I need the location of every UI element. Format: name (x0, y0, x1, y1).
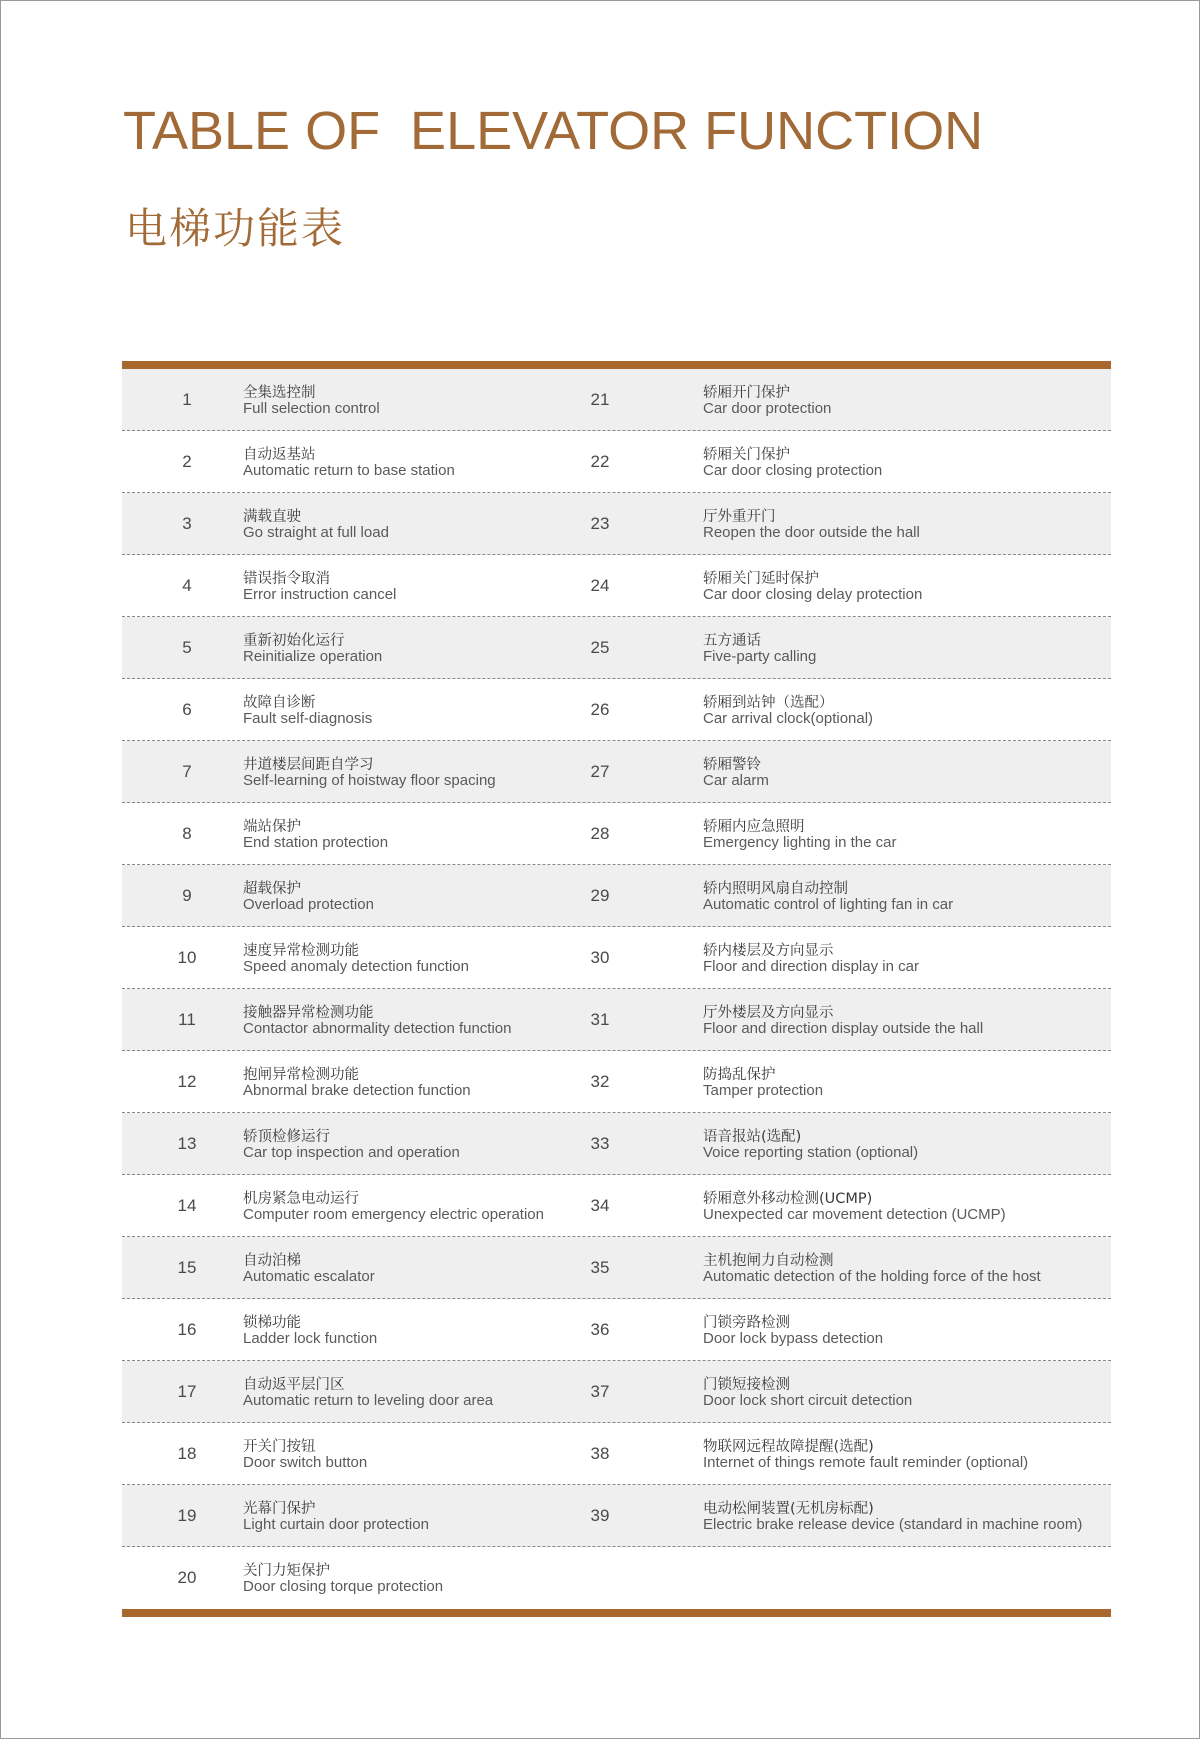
function-item-right (580, 369, 1111, 431)
item-name-cn: 自动泊梯 (243, 1253, 301, 1269)
item-name-en: Overload protection (243, 896, 374, 913)
table-row (122, 431, 1111, 493)
table-top-rule (122, 361, 1111, 369)
item-name-en: Internet of things remote fault reminder (optional) (703, 1454, 1029, 1471)
table-row (122, 865, 1111, 927)
item-number: 36 (590, 1320, 610, 1339)
item-name-en: Ladder lock function (243, 1330, 378, 1347)
function-item-left (122, 1299, 580, 1361)
function-item-left (122, 493, 580, 555)
item-name-en: Tamper protection (703, 1082, 824, 1099)
table-row (122, 1547, 1111, 1609)
item-number: 26 (590, 700, 610, 719)
function-item-right (580, 803, 1111, 865)
item-name-cn: 主机抱闸力自动检测 (703, 1253, 834, 1269)
item-number: 2 (182, 452, 192, 471)
item-name-en: Automatic detection of the holding force of the host (703, 1268, 1041, 1285)
item-name-cn: 自动返平层门区 (243, 1377, 345, 1393)
item-name-cn: 接触器异常检测功能 (243, 1005, 374, 1021)
item-number: 19 (177, 1506, 197, 1525)
item-name-en: Car top inspection and operation (243, 1144, 460, 1161)
item-number: 6 (182, 700, 192, 719)
function-item-left (122, 1485, 580, 1547)
item-name-en: Contactor abnormality detection function (243, 1020, 512, 1037)
item-number: 5 (182, 638, 192, 657)
item-number: 12 (177, 1072, 197, 1091)
item-number: 38 (590, 1444, 610, 1463)
item-number: 24 (590, 576, 610, 595)
function-item-left (122, 369, 580, 431)
function-item-left (122, 1423, 580, 1485)
item-name-en: Error instruction cancel (243, 586, 397, 603)
table-row (122, 1175, 1111, 1237)
item-name-en: Self-learning of hoistway floor spacing (243, 772, 496, 789)
item-number: 25 (590, 638, 610, 657)
table-row (122, 989, 1111, 1051)
item-number: 16 (177, 1320, 197, 1339)
function-item-left (122, 927, 580, 989)
item-number: 31 (590, 1010, 610, 1029)
item-name-cn: 重新初始化运行 (243, 633, 345, 649)
table-row (122, 1237, 1111, 1299)
item-name-en: Automatic return to leveling door area (243, 1392, 494, 1409)
item-name-en: Full selection control (243, 400, 380, 417)
item-number: 32 (590, 1072, 610, 1091)
item-name-en: Electric brake release device (standard in machine room) (703, 1516, 1083, 1533)
function-item-left (122, 803, 580, 865)
function-item-right (580, 741, 1111, 803)
function-item-left (122, 741, 580, 803)
item-name-en: Floor and direction display in car (703, 958, 919, 975)
item-name-cn: 全集选控制 (243, 385, 316, 401)
function-item-right (580, 493, 1111, 555)
item-name-cn: 轿厢内应急照明 (703, 819, 805, 835)
function-table (122, 361, 1111, 1617)
item-name-cn: 开关门按钮 (243, 1439, 316, 1455)
item-number: 29 (590, 886, 610, 905)
function-item-left (122, 431, 580, 493)
item-name-cn: 电动松闸装置(无机房标配) (703, 1501, 874, 1517)
item-number: 30 (590, 948, 610, 967)
table-row (122, 803, 1111, 865)
item-number: 13 (177, 1134, 197, 1153)
item-number: 28 (590, 824, 610, 843)
item-name-en: Car door closing delay protection (703, 586, 923, 603)
item-name-cn: 井道楼层间距自学习 (243, 757, 374, 773)
table-row (122, 1423, 1111, 1485)
item-name-cn: 门锁短接检测 (703, 1377, 790, 1393)
item-number: 7 (182, 762, 192, 781)
item-name-cn: 光幕门保护 (243, 1501, 316, 1517)
table-row (122, 617, 1111, 679)
item-number: 39 (590, 1506, 610, 1525)
item-name-cn: 语音报站(选配) (703, 1129, 802, 1145)
function-item-left (122, 1361, 580, 1423)
item-name-cn: 防捣乱保护 (703, 1067, 776, 1083)
function-item-right (580, 1051, 1111, 1113)
table-body (122, 369, 1111, 1609)
function-item-left (122, 1547, 580, 1609)
item-number: 33 (590, 1134, 610, 1153)
item-name-cn: 轿内照明风扇自动控制 (703, 881, 848, 897)
item-name-en: Voice reporting station (optional) (703, 1144, 919, 1161)
item-name-en: Automatic escalator (243, 1268, 375, 1285)
item-name-en: Door closing torque protection (243, 1578, 444, 1595)
item-name-cn: 厅外楼层及方向显示 (703, 1005, 834, 1021)
item-name-cn: 故障自诊断 (243, 695, 316, 711)
item-name-cn: 轿厢关门延时保护 (703, 571, 819, 587)
function-item-right (580, 1361, 1111, 1423)
function-item-left (122, 617, 580, 679)
item-name-cn: 速度异常检测功能 (243, 943, 359, 959)
item-name-en: Five-party calling (703, 648, 817, 665)
table-row (122, 1485, 1111, 1547)
function-item-right (580, 927, 1111, 989)
table-row (122, 1113, 1111, 1175)
function-item-left (122, 555, 580, 617)
table-row (122, 927, 1111, 989)
item-name-cn: 轿内楼层及方向显示 (703, 943, 834, 959)
table-row (122, 741, 1111, 803)
function-item-right (580, 555, 1111, 617)
item-number: 20 (177, 1568, 197, 1587)
item-number: 23 (590, 514, 610, 533)
function-item-right (580, 1485, 1111, 1547)
item-name-en: Unexpected car movement detection (UCMP) (703, 1206, 1006, 1223)
function-item-right (580, 1113, 1111, 1175)
item-number: 22 (590, 452, 610, 471)
item-name-cn: 轿顶检修运行 (243, 1129, 330, 1145)
item-name-cn: 锁梯功能 (243, 1315, 301, 1331)
item-name-en: Light curtain door protection (243, 1516, 429, 1533)
item-name-en: Car door protection (703, 400, 832, 417)
item-name-cn: 轿厢警铃 (703, 757, 761, 773)
item-name-cn: 满载直驶 (243, 509, 301, 525)
item-name-en: Go straight at full load (243, 524, 389, 541)
item-name-en: Automatic control of lighting fan in car (703, 896, 954, 913)
function-item-left (122, 1175, 580, 1237)
item-number: 15 (177, 1258, 197, 1277)
item-number: 4 (182, 576, 192, 595)
item-number: 8 (182, 824, 192, 843)
function-item-right (580, 431, 1111, 493)
item-number: 35 (590, 1258, 610, 1277)
item-name-cn: 超载保护 (243, 881, 301, 897)
item-name-cn: 端站保护 (243, 819, 301, 835)
item-name-cn: 轿厢关门保护 (703, 447, 790, 463)
item-name-en: Door lock bypass detection (703, 1330, 884, 1347)
function-item-left (122, 865, 580, 927)
item-name-en: Automatic return to base station (243, 462, 455, 479)
item-number: 14 (177, 1196, 197, 1215)
item-name-en: Car arrival clock(optional) (703, 710, 874, 727)
function-item-right (580, 865, 1111, 927)
item-name-en: Reopen the door outside the hall (703, 524, 920, 541)
page-subtitle: 电梯功能表 (125, 204, 346, 253)
item-number: 27 (590, 762, 610, 781)
item-name-en: Door switch button (243, 1454, 368, 1471)
item-number: 18 (177, 1444, 197, 1463)
item-name-cn: 五方通话 (703, 633, 761, 649)
table-row (122, 555, 1111, 617)
item-name-en: Emergency lighting in the car (703, 834, 897, 851)
item-name-cn: 门锁旁路检测 (703, 1315, 790, 1331)
item-name-cn: 轿厢开门保护 (703, 385, 790, 401)
item-number: 10 (177, 948, 197, 967)
item-name-en: Door lock short circuit detection (703, 1392, 913, 1409)
function-item-right (580, 1175, 1111, 1237)
item-name-cn: 自动返基站 (243, 447, 316, 463)
function-item-right (580, 989, 1111, 1051)
table-row (122, 1299, 1111, 1361)
table-row (122, 369, 1111, 431)
function-item-right (580, 1547, 1111, 1609)
item-name-cn: 机房紧急电动运行 (243, 1191, 359, 1207)
table-row (122, 679, 1111, 741)
item-name-cn: 关门力矩保护 (243, 1563, 330, 1579)
item-name-cn: 错误指令取消 (243, 571, 330, 587)
item-name-en: Car alarm (703, 772, 769, 789)
item-number: 3 (182, 514, 192, 533)
item-number: 9 (182, 886, 192, 905)
item-number: 17 (177, 1382, 197, 1401)
function-item-right (580, 1237, 1111, 1299)
function-item-left (122, 1237, 580, 1299)
item-number: 11 (178, 1010, 196, 1029)
function-item-right (580, 617, 1111, 679)
item-name-en: Fault self-diagnosis (243, 710, 373, 727)
item-name-en: Abnormal brake detection function (243, 1082, 471, 1099)
item-name-en: Speed anomaly detection function (243, 958, 469, 975)
function-item-right (580, 1423, 1111, 1485)
item-name-en: End station protection (243, 834, 389, 851)
page-title: TABLE OF ELEVATOR FUNCTION (123, 101, 984, 161)
table-row (122, 1361, 1111, 1423)
table-row (122, 493, 1111, 555)
item-name-cn: 物联网远程故障提醒(选配) (703, 1439, 874, 1455)
item-number: 21 (590, 390, 610, 409)
item-name-cn: 轿厢到站钟（选配） (703, 695, 834, 711)
table-row (122, 1051, 1111, 1113)
function-item-left (122, 989, 580, 1051)
item-name-en: Reinitialize operation (243, 648, 383, 665)
function-item-left (122, 679, 580, 741)
table-bottom-rule (122, 1609, 1111, 1617)
item-name-en: Car door closing protection (703, 462, 883, 479)
item-name-cn: 厅外重开门 (703, 509, 776, 525)
function-item-left (122, 1113, 580, 1175)
item-name-en: Floor and direction display outside the hall (703, 1020, 984, 1037)
item-name-cn: 抱闸异常检测功能 (243, 1067, 359, 1083)
function-item-left (122, 1051, 580, 1113)
function-item-right (580, 679, 1111, 741)
item-name-en: Computer room emergency electric operation (243, 1206, 544, 1223)
item-number: 34 (590, 1196, 610, 1215)
item-number: 37 (590, 1382, 610, 1401)
item-name-cn: 轿厢意外移动检测(UCMP) (703, 1191, 873, 1207)
function-item-right (580, 1299, 1111, 1361)
item-number: 1 (182, 390, 192, 409)
